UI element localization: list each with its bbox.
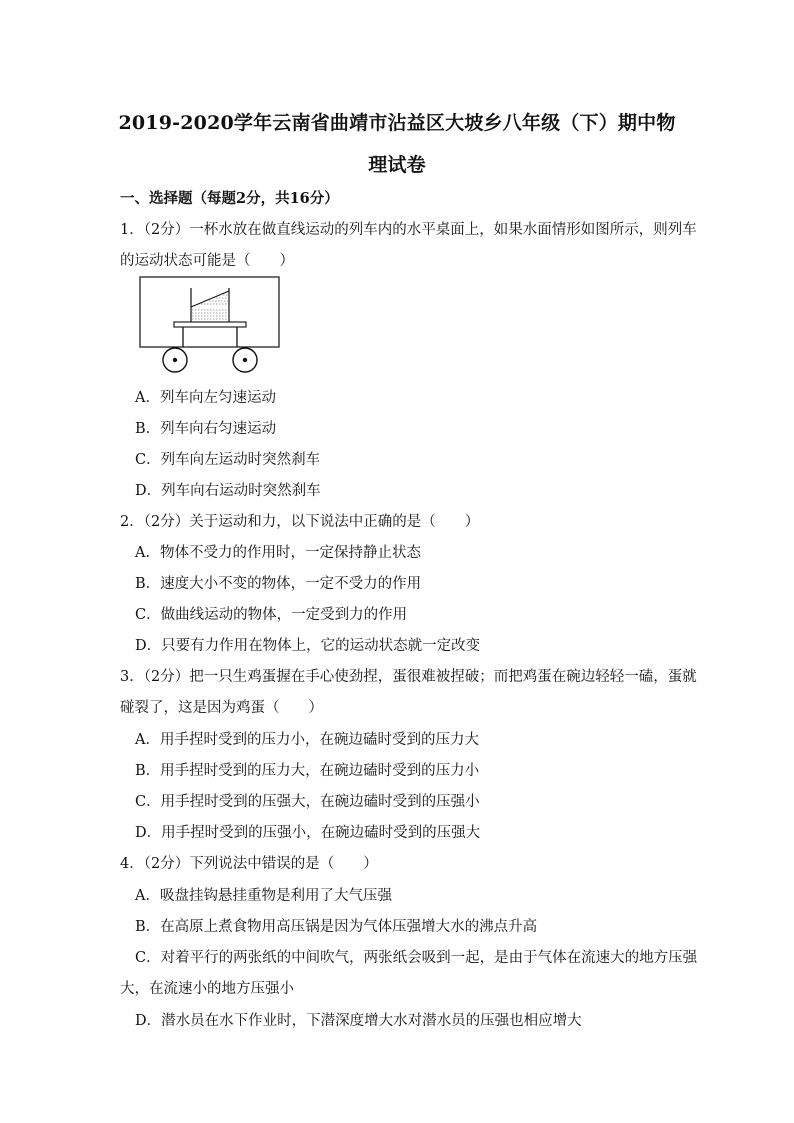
question-4-option-d: D．潜水员在水下作业时，下潜深度增大水对潜水员的压强也相应增大: [135, 1013, 582, 1029]
question-2-option-d: D．只要有力作用在物体上，它的运动状态就一定改变: [135, 638, 481, 654]
question-1-stem-cont: 的运动状态可能是（ ）: [120, 253, 294, 269]
question-1-stem: 1．（2分）一杯水放在做直线运动的列车内的水平桌面上，如果水面情形如图所示，则列车: [120, 222, 697, 238]
train-cup-figure: [139, 276, 283, 376]
question-1-option-c: C．列车向左运动时突然刹车: [135, 452, 321, 468]
question-2-option-a: A．物体不受力的作用时，一定保持静止状态: [135, 545, 421, 561]
question-1-option-a: A．列车向左匀速运动: [135, 390, 276, 406]
section-heading: 一、选择题（每题2分，共16分）: [120, 190, 339, 207]
question-2-stem: 2．（2分）关于运动和力，以下说法中正确的是（ ）: [120, 514, 480, 530]
question-3-option-c: C．用手捏时受到的压强大，在碗边磕时受到的压强小: [135, 794, 480, 810]
question-4-option-c-cont: 大，在流速小的地方压强小: [120, 981, 294, 997]
question-1-option-d: D．列车向右运动时突然刹车: [135, 483, 321, 499]
question-3-stem-cont: 碰裂了，这是因为鸡蛋（ ）: [120, 700, 323, 716]
question-4-option-a: A．吸盘挂钩悬挂重物是利用了大气压强: [135, 888, 392, 904]
question-3-option-a: A．用手捏时受到的压力小，在碗边磕时受到的压力大: [135, 732, 479, 748]
question-4-option-c: C．对着平行的两张纸的中间吹气，两张纸会吸到一起，是由于气体在流速大的地方压强: [135, 950, 698, 966]
question-3-option-d: D．用手捏时受到的压强小，在碗边磕时受到的压强大: [135, 825, 481, 841]
question-4-stem: 4．（2分）下列说法中错误的是（ ）: [120, 856, 378, 872]
question-4-option-b: B．在高原上煮食物用高压锅是因为气体压强增大水的沸点升高: [135, 919, 538, 935]
question-1-option-b: B．列车向右匀速运动: [135, 421, 277, 437]
question-3-option-b: B．用手捏时受到的压力大，在碗边磕时受到的压力小: [135, 763, 480, 779]
exam-title-line-2: 理试卷: [368, 154, 426, 176]
question-2-option-c: C．做曲线运动的物体，一定受到力的作用: [135, 607, 408, 623]
question-2-option-b: B．速度大小不变的物体，一定不受力的作用: [135, 576, 422, 592]
question-3-stem: 3．（2分）把一只生鸡蛋握在手心使劲捏，蛋很难被捏破；而把鸡蛋在碗边轻轻一磕，蛋就: [120, 669, 697, 685]
exam-title-line-1: 2019-2020学年云南省曲靖市沾益区大坡乡八年级（下）期中物: [118, 112, 676, 134]
